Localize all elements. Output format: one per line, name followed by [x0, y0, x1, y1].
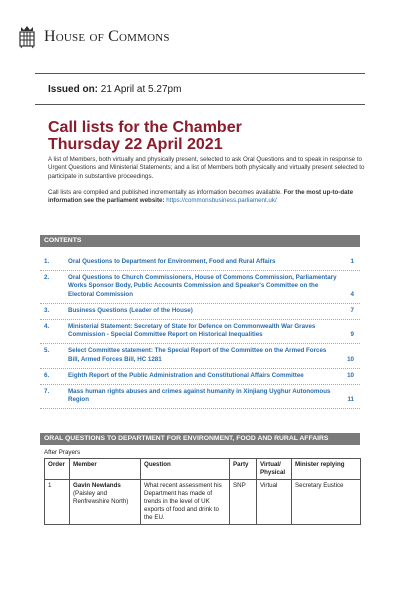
page-header	[18, 22, 170, 52]
contents-item-number: 5.	[44, 347, 50, 355]
issued-label: Issued on:	[48, 84, 99, 95]
title-line-1: Call lists for the Chamber	[48, 119, 242, 136]
member-name: Gavin Newlands	[73, 482, 121, 489]
intro-paragraph: A list of Members, both virtually and physically present, selected to ask Oral Questions and to speak in response to Urgent Questions and Ministerial Statements; and a list of Members both physically and virtually present selected to participate in substantive proceedings.	[48, 156, 365, 180]
contents-item[interactable]	[40, 369, 360, 385]
intro-plain: Call lists are compiled and published incrementally as information becomes available.	[48, 189, 282, 196]
divider	[35, 73, 365, 74]
contents-item-number: 7.	[44, 388, 50, 396]
intro-paragraph-2	[48, 189, 368, 206]
parliament-website-link[interactable]: https://commonsbusiness.parliament.uk/	[166, 197, 277, 205]
column-header-member: Member	[70, 459, 141, 480]
member-seat: (Paisley and Renfrewshire North)	[73, 490, 129, 505]
contents-item-text: Select Committee statement: The Special Report of the Committee on the Armed Forces Bill, Armed Forces Bill, HC 1281	[68, 347, 327, 363]
table-row	[45, 480, 361, 525]
column-header-minister: Minister replying	[292, 459, 361, 480]
contents-item-text: Mass human rights abuses and crimes against humanity in Xinjiang Uyghur Autonomous Region	[68, 388, 331, 404]
contents-heading: CONTENTS	[40, 235, 360, 247]
contents-item[interactable]	[40, 255, 360, 271]
contents-item-text: Oral Questions to Department for Environment, Food and Rural Affairs	[68, 258, 276, 265]
contents-item-page: 11	[347, 396, 354, 404]
column-header-virtual-physical: Virtual/ Physical	[257, 459, 292, 480]
title-line-2: Thursday 22 April 2021	[48, 136, 223, 153]
contents-item-page: 4	[350, 290, 354, 298]
contents-item-number: 1.	[44, 258, 50, 265]
column-header-question: Question	[141, 459, 230, 480]
contents-item-page: 10	[347, 371, 354, 379]
mode-cell: Virtual	[257, 480, 292, 525]
issued-value: 21 April at 5.27pm	[100, 84, 182, 95]
contents-item-text: Eighth Report of the Public Administration and Constitutional Affairs Committee	[68, 371, 304, 379]
house-title: House of Commons	[44, 28, 170, 45]
after-prayers-label: After Prayers	[44, 449, 81, 456]
intro-bold: For the most up-to-date information see the parliament website:	[48, 189, 354, 205]
portcullis-icon	[18, 25, 36, 49]
minister-cell: Secretary Eustice	[292, 480, 361, 525]
contents-item-text: Business Questions (Leader of the House)	[68, 306, 193, 314]
contents-item[interactable]	[40, 304, 360, 320]
member-cell	[70, 480, 141, 525]
question-cell: What recent assessment his Department has made of trends in the level of UK exports of food and drink to the EU.	[141, 480, 230, 525]
column-header-order: Order	[45, 459, 70, 480]
contents-item-page: 7	[350, 306, 354, 314]
contents-item-number: 3.	[44, 306, 50, 314]
contents-item-text: Ministerial Statement: Secretary of State for Defence on Commonwealth War Graves Commission - Special Committee Report on Historical Inequalities	[68, 323, 316, 339]
call-list-table	[44, 458, 361, 525]
contents-item-number: 2.	[44, 274, 50, 282]
contents-item-page: 1	[350, 258, 354, 265]
oral-questions-heading: ORAL QUESTIONS TO DEPARTMENT FOR ENVIRONMENT, FOOD AND RURAL AFFAIRS	[40, 433, 360, 445]
column-header-party: Party	[230, 459, 257, 480]
order-cell: 1	[45, 480, 70, 525]
contents-item[interactable]	[40, 271, 360, 304]
contents-item-number: 6.	[44, 371, 50, 379]
contents-item[interactable]	[40, 320, 360, 344]
contents-item-number: 4.	[44, 323, 50, 331]
contents-item-text: Oral Questions to Church Commissioners, House of Commons Commission, Parliamentary Works Sponsor Body, Public Accounts Commission and Speaker's Committee on the Electoral Commission	[68, 274, 337, 298]
contents-item[interactable]	[40, 344, 360, 368]
contents-item-page: 9	[350, 331, 354, 339]
contents-list	[40, 255, 360, 409]
divider	[35, 104, 365, 105]
table-header-row	[45, 459, 361, 480]
party-cell: SNP	[230, 480, 257, 525]
contents-item-page: 10	[347, 355, 354, 363]
page-title	[48, 119, 368, 153]
contents-item[interactable]	[40, 385, 360, 409]
issued-line	[48, 84, 181, 95]
